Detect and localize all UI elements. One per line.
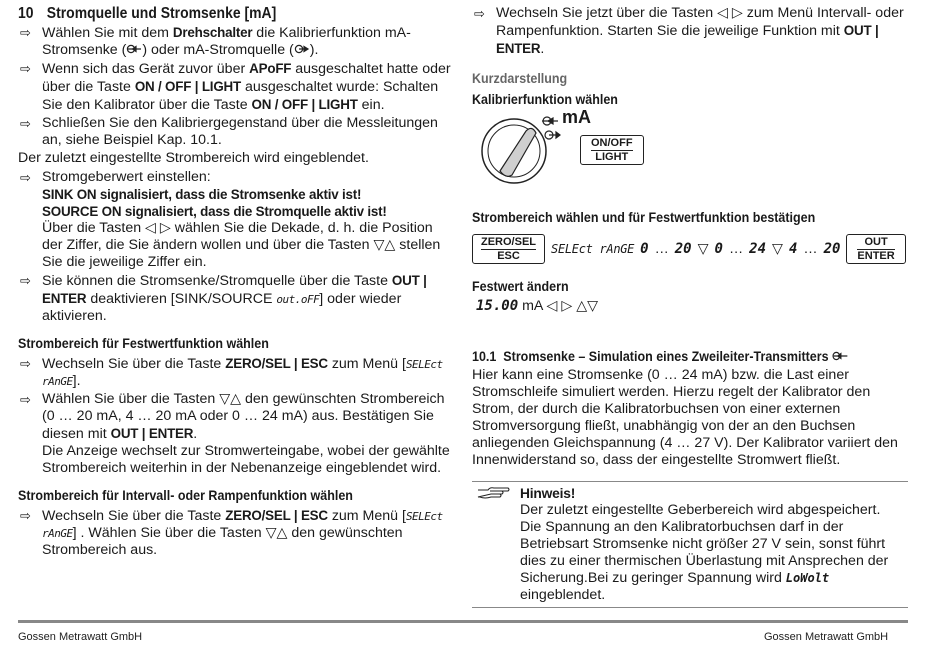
interval-range-heading: Strombereich für Intervall- oder Rampenfunktion wählen <box>18 488 353 503</box>
arrow-bullet-icon: ⇨ <box>20 273 31 288</box>
left-column <box>18 0 456 560</box>
range-displayed-text: Der zuletzt eingestellte Strombereich wird eingeblendet. <box>18 150 369 166</box>
zero-sel-esc-key[interactable]: ZERO/SEL ESC <box>472 234 545 264</box>
pointing-hand-icon <box>476 486 510 505</box>
hint-line-2: Die Spannung an den Kalibratorbuchsen darf in der Betriebsart Stromsenke nicht größer 27 V sein, sonst führt dies zu einer thermischen Überlastung mit Ansprechen der Sicherung.Bei zu geringer Spannung wird LoWolt eingeblendet. <box>520 519 889 603</box>
hint-line-1: Der zuletzt eingestellte Geberbereich wird abgespeichert. <box>520 502 881 518</box>
hint-box <box>472 481 908 608</box>
arrow-keys-icon: ◁ ▷ △▽ <box>546 298 599 314</box>
step-toggle-output: ⇨ Sie können die Stromsenke/Stromquelle über die Taste OUT | ENTER deaktivieren [SINK/SOURCE out.oFF] oder wieder aktivieren. <box>20 273 427 324</box>
arrow-bullet-icon: ⇨ <box>20 25 31 40</box>
select-function-heading: Kalibrierfunktion wählen <box>472 92 618 107</box>
fixed-value-lcd: 15.00 <box>476 298 519 314</box>
fixed-range-heading: Strombereich für Festwertfunktion wählen <box>18 336 269 351</box>
arrow-bullet-icon: ⇨ <box>20 392 31 407</box>
step-interval-menu: ⇨ Wechseln Sie über die Taste ZERO/SEL | ESC zum Menü [SELEct rAnGE] . Wählen Sie über die Tasten ▽△ den gewünschten Strombereich aus. <box>20 508 443 558</box>
arrow-bullet-icon: ⇨ <box>20 508 31 523</box>
step-power-on: ⇨ Wenn sich das Gerät zuvor über APoFF ausgeschaltet hatte oder über die Taste ON / OFF | LIGHT ausgeschaltet wurde: Schalten Sie den Kalibrator über die Taste ON / OFF | LIGHT ein. <box>20 61 451 113</box>
arrow-bullet-icon: ⇨ <box>474 6 485 21</box>
chapter-heading: 10 Stromquelle und Stromsenke [mA] <box>18 5 277 22</box>
on-off-light-key[interactable]: ON/OFF LIGHT <box>580 135 644 165</box>
arrow-bullet-icon: ⇨ <box>20 356 31 371</box>
range-confirm-heading: Strombereich wählen und für Festwertfunktion bestätigen <box>472 210 816 225</box>
section-10-1-heading: 10.1 Stromsenke – Simulation eines Zweileiter-Transmitters <box>472 348 879 365</box>
step-select-function: ⇨ Wählen Sie mit dem Drehschalter die Kalibrierfunktion mA-Stromsenke ( ) oder mA-Stromquelle ( ). <box>20 25 411 58</box>
footer-rule <box>18 620 908 623</box>
ma-label: mA <box>562 107 592 127</box>
step-choose-range: ⇨ Wählen Sie über die Tasten ▽△ den gewünschten Strombereich (0 … 20 mA, 4 … 20 mA oder 0 … 24 mA) aus. Bestätigen Sie diesen mit OUT | ENTER. Die Anzeige wechselt zur Stromwerteingabe, wobei der gewählte Strombereich weiterhin in der Nebenanzeige eingeblendet wird. <box>20 391 450 476</box>
arrow-bullet-icon: ⇨ <box>20 116 31 131</box>
step-menu-select: ⇨ Wechseln Sie über die Taste ZERO/SEL | ESC zum Menü [SELEct rAnGE]. <box>20 356 443 389</box>
arrow-bullet-icon: ⇨ <box>20 170 31 185</box>
step-interval-start: ⇨ Wechseln Sie jetzt über die Tasten ◁ ▷ zum Menü Intervall- oder Rampenfunktion. Starten Sie die jeweilige Funktion mit OUT | ENTER. <box>474 5 904 57</box>
step-set-value: ⇨ Stromgeberwert einstellen: SINK ON signalisiert, dass die Stromsenke aktiv ist! SOURCE ON signalisiert, dass die Stromquelle aktiv ist! Über die Tasten ◁ ▷ wählen Sie die Dekade, d. h. die Position der Ziffer, die Sie ändern wollen und über die Tasten ▽△ stellen Sie die jeweilige Ziffer ein. <box>20 169 441 270</box>
right-column <box>472 0 914 469</box>
rotary-switch-figure <box>472 107 914 187</box>
fixed-value-heading: Festwert ändern <box>472 279 569 294</box>
out-enter-key[interactable]: OUT ENTER <box>846 234 905 264</box>
hint-title: Hinweis! <box>520 486 576 501</box>
current-source-icon <box>294 42 310 58</box>
step-connect: ⇨ Schließen Sie den Kalibriergegenstand über die Messleitungen an, siehe Beispiel Kap. 10.1. <box>20 115 438 148</box>
down-arrow-icon: ▽ <box>772 240 783 257</box>
footer-left: Gossen Metrawatt GmbH <box>18 631 143 643</box>
select-range-lcd: SELEct rAnGE <box>551 241 635 256</box>
summary-heading: Kurzdarstellung <box>472 71 568 86</box>
fixed-value-row: 15.00 mA ◁ ▷ △▽ <box>476 298 599 314</box>
down-arrow-icon: ▽ <box>697 240 709 257</box>
footer-right: Gossen Metrawatt GmbH <box>764 631 889 643</box>
current-sink-icon <box>126 42 142 58</box>
range-select-sequence: ZERO/SEL ESC SELEct rAnGE 0 … 20 ▽ 0 … 24 ▽ 4 … 20 OUT ENTER <box>472 234 914 264</box>
section-10-1-text: Hier kann eine Stromsenke (0 … 24 mA) bzw. die Last einer Stromschleife simuliert werden. Hierzu regelt der Kalibrator den Strom, der durch die Kalibratorbuchsen von einer externen Stromversorgung fließt, unabhängig von der an den Buchsen anliegenden Gleichspannung (4 … 27 V). Der Kalibrator variiert den Innenwiderstand so, dass der eingestellte Stromwert fließt. <box>472 367 898 468</box>
arrow-bullet-icon: ⇨ <box>20 61 31 76</box>
current-sink-icon <box>832 349 849 364</box>
